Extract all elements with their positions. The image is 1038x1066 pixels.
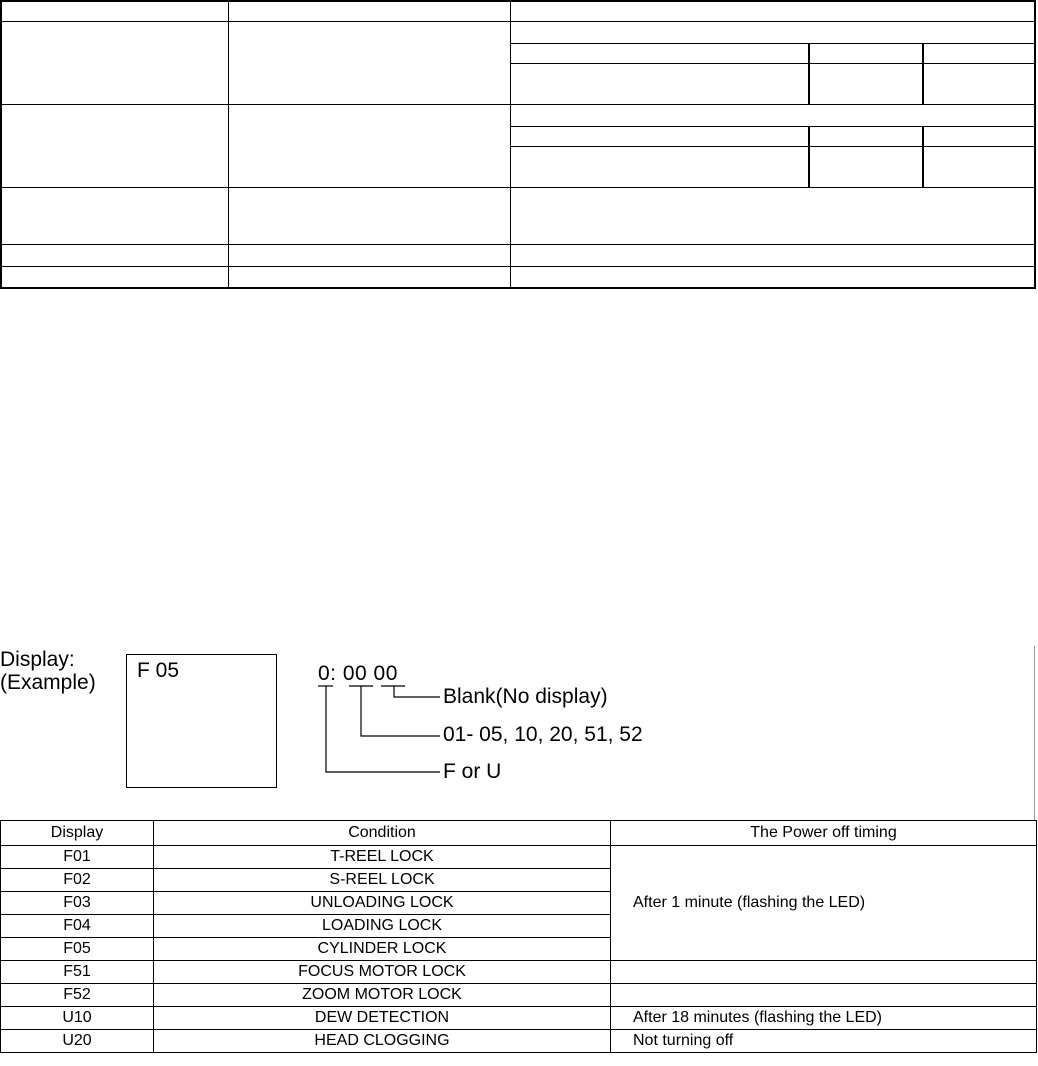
table-row — [1, 1007, 1037, 1030]
row-timing-merged: After 1 minute (flashing the LED) — [611, 846, 1037, 961]
row-condition: FOCUS MOTOR LOCK — [154, 961, 611, 984]
table-header-row — [1, 821, 1037, 846]
header-condition: Condition — [154, 821, 611, 846]
example-label: (Example) — [0, 671, 96, 694]
row-display: F52 — [1, 984, 154, 1007]
header-power-off-timing: The Power off timing — [611, 821, 1037, 846]
row-timing: After 18 minutes (flashing the LED) — [611, 1007, 1037, 1030]
row-condition: HEAD CLOGGING — [154, 1030, 611, 1053]
row-timing — [611, 961, 1037, 984]
row-display: F01 — [1, 846, 154, 869]
row-condition: S-REEL LOCK — [154, 869, 611, 892]
display-box-text: F 05 — [137, 659, 180, 682]
callout-type: F or U — [443, 760, 502, 783]
row-condition: DEW DETECTION — [154, 1007, 611, 1030]
callout-codes: 01- 05, 10, 20, 51, 52 — [443, 723, 643, 746]
table-row — [1, 961, 1037, 984]
row-display: F03 — [1, 892, 154, 915]
row-condition: T-REEL LOCK — [154, 846, 611, 869]
callout-line-codes — [361, 686, 440, 736]
row-display: U10 — [1, 1007, 154, 1030]
table-row — [1, 984, 1037, 1007]
row-display: F02 — [1, 869, 154, 892]
row-condition: CYLINDER LOCK — [154, 938, 611, 961]
callout-line-type — [326, 686, 440, 772]
row-timing — [611, 984, 1037, 1007]
table-row — [1, 846, 1037, 869]
callout-blank: Blank(No display) — [443, 685, 608, 708]
row-display: U20 — [1, 1030, 154, 1053]
callout-line-blank — [394, 686, 440, 697]
error-code-table — [0, 820, 1037, 1053]
row-display: F04 — [1, 915, 154, 938]
display-code-format: 0: 00 00 — [318, 662, 398, 685]
table-row — [1, 1030, 1037, 1053]
row-timing: Not turning off — [611, 1030, 1037, 1053]
example-frame-edge — [1034, 646, 1035, 820]
row-display: F51 — [1, 961, 154, 984]
row-display: F05 — [1, 938, 154, 961]
row-condition: ZOOM MOTOR LOCK — [154, 984, 611, 1007]
header-display: Display — [1, 821, 154, 846]
row-condition: UNLOADING LOCK — [154, 892, 611, 915]
row-condition: LOADING LOCK — [154, 915, 611, 938]
display-label: Display: — [0, 648, 75, 671]
